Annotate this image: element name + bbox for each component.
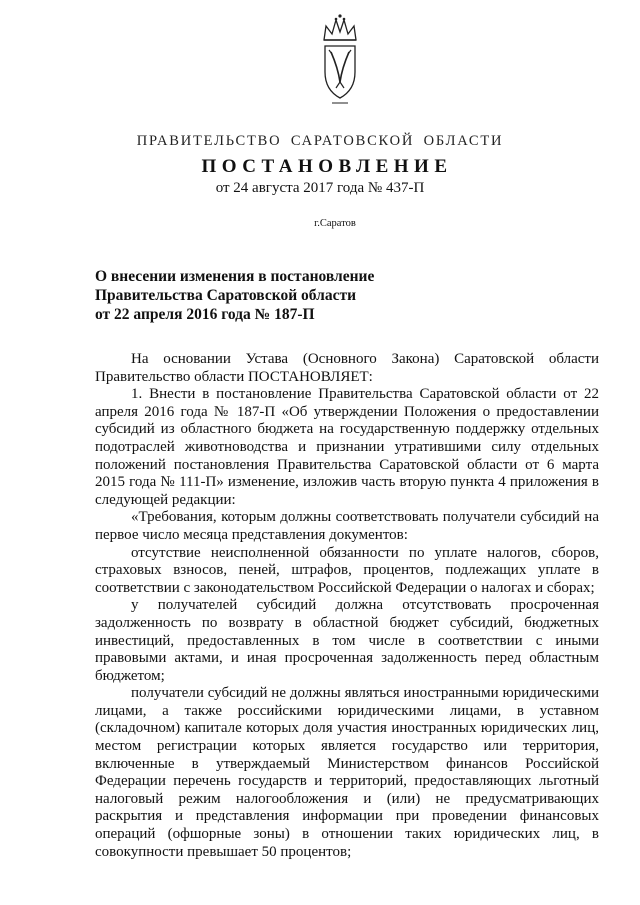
body-paragraph: «Требования, которым должны соответствовать получатели субсидий на первое число месяца представления документов: — [95, 509, 599, 543]
subject-line: от 22 апреля 2016 года № 187-П — [95, 306, 315, 323]
body-paragraph: получатели субсидий не должны являться иностранными юридическими лицами, а также российскими юридическими лицами, в уставном (складочном) капитале которых доля участия иностранных юридических лиц, местом регистрации которых является государство или территория, включенные в утверждаемый Министерством финансов Российской Федерации перечень государств и территорий, предоставляющих льготный налоговый режим налогообложения и (или) не предусматривающих раскрытия и представления информации при проведении финансовых операций (офшорные зоны) в отношении таких юридических лиц, в совокупности превышает 50 процентов; — [95, 685, 599, 860]
document-subject — [95, 267, 435, 324]
body-paragraph: На основании Устава (Основного Закона) Саратовской области Правительство области ПОСТАНОВЛЯЕТ: — [95, 351, 599, 385]
document-type: ПОСТАНОВЛЕНИЕ — [201, 156, 453, 177]
body-paragraph: отсутствие неисполненной обязанности по уплате налогов, сборов, страховых взносов, пеней, штрафов, процентов, подлежащих уплате в соответствии с законодательством Российской Федерации о налогах и сборах; — [95, 544, 599, 596]
government-name: ПРАВИТЕЛЬСТВО САРАТОВСКОЙ ОБЛАСТИ — [136, 133, 504, 149]
city: г.Саратов — [314, 218, 356, 229]
subject-line: Правительства Саратовской области — [95, 287, 356, 304]
document-body — [95, 351, 599, 861]
body-paragraph: у получателей субсидий должна отсутствовать просроченная задолженность по возврату в областной бюджет субсидий, бюджетных инвестиций, предоставленных в том числе в соответствии с иными правовыми актами, и иная просроченная задолженность перед областным бюджетом; — [95, 597, 599, 684]
coat-of-arms-icon — [316, 10, 364, 108]
subject-line: О внесении изменения в постановление — [95, 268, 375, 285]
document-date-number: от 24 августа 2017 года № 437-П — [215, 180, 425, 196]
body-paragraph: 1. Внести в постановление Правительства Саратовской области от 22 апреля 2016 года № 187-П «Об утверждении Положения о предоставлении субсидий из областного бюджета на государственную поддержку отдельных подотраслей животноводства и признании утратившими силу отдельных положений постановления Правительства Саратовской области от 6 марта 2015 года № 111-П» изменение, изложив часть вторую пункта 4 приложения в следующей редакции: — [95, 386, 599, 508]
